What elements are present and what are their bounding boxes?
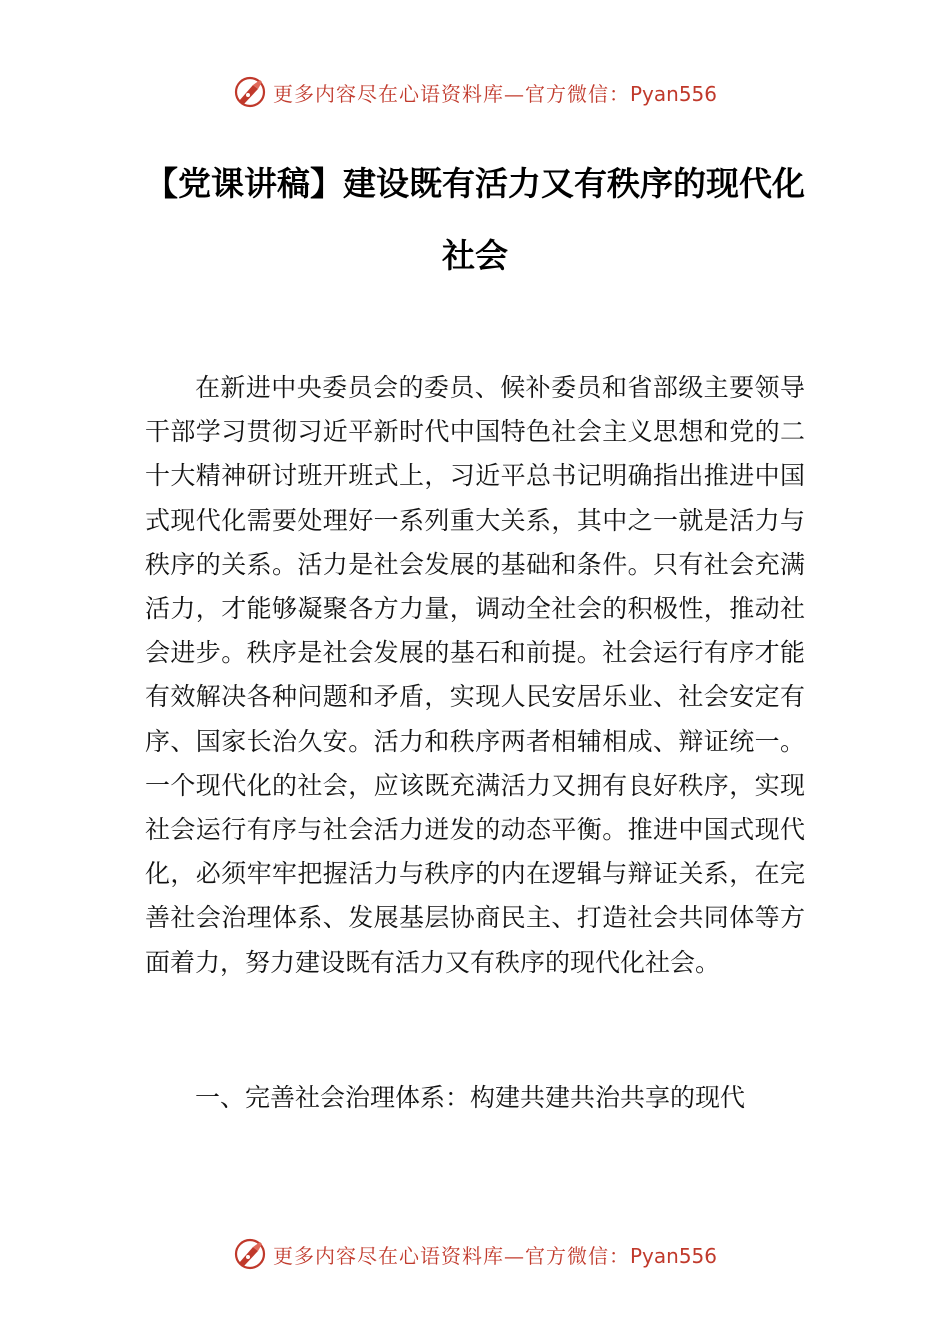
document-title: 【党课讲稿】建设既有活力又有秩序的现代化社会 bbox=[145, 164, 805, 275]
body-paragraph: 在新进中央委员会的委员、候补委员和省部级主要领导干部学习贯彻习近平新时代中国特色社会主义思想和党的二十大精神研讨班开班式上，习近平总书记明确指出推进中国式现代化需要处理好一系列重大关系，其中之一就是活力与秩序的关系。活力是社会发展的基础和条件。只有社会充满活力，才能够凝聚各方力量，调动全社会的积极性，推动社会进步。秩序是社会发展的基石和前提。社会运行有序才能有效解决各种问题和矛盾，实现人民安居乐业、社会安定有序、国家长治久安。活力和秩序两者相辅相成、辩证统一。一个现代化的社会，应该既充满活力又拥有良好秩序，实现社会运行有序与社会活力迸发的动态平衡。推进中国式现代化，必须牢牢把握活力与秩序的内在逻辑与辩证关系，在完善社会治理体系、发展基层协商民主、打造社会共同体等方面着力，努力建设既有活力又有秩序的现代化社会。 bbox=[145, 373, 805, 977]
footer-banner-content bbox=[233, 1237, 717, 1271]
footer-banner-text bbox=[273, 1240, 717, 1269]
footer-banner-main: 更多内容尽在心语资料库 bbox=[272, 1243, 504, 1268]
header-banner-content bbox=[233, 75, 717, 109]
section-heading: 一、完善社会治理体系：构建共建共治共享的现代 bbox=[195, 1083, 746, 1112]
header-banner-wechat-label: 官方微信： bbox=[524, 81, 630, 106]
header-banner bbox=[0, 72, 950, 112]
header-banner-dash: — bbox=[503, 81, 525, 106]
header-banner-text bbox=[273, 78, 717, 107]
pen-nib-circle-icon bbox=[233, 1237, 267, 1271]
footer-banner bbox=[0, 1234, 950, 1274]
footer-banner-dash: — bbox=[503, 1243, 525, 1268]
header-banner-main: 更多内容尽在心语资料库 bbox=[272, 81, 504, 106]
pen-nib-circle-icon bbox=[233, 75, 267, 109]
footer-banner-wechat-label: 官方微信： bbox=[524, 1243, 630, 1268]
header-banner-wechat-id: Pyan556 bbox=[629, 81, 717, 106]
footer-banner-wechat-id: Pyan556 bbox=[629, 1243, 717, 1268]
